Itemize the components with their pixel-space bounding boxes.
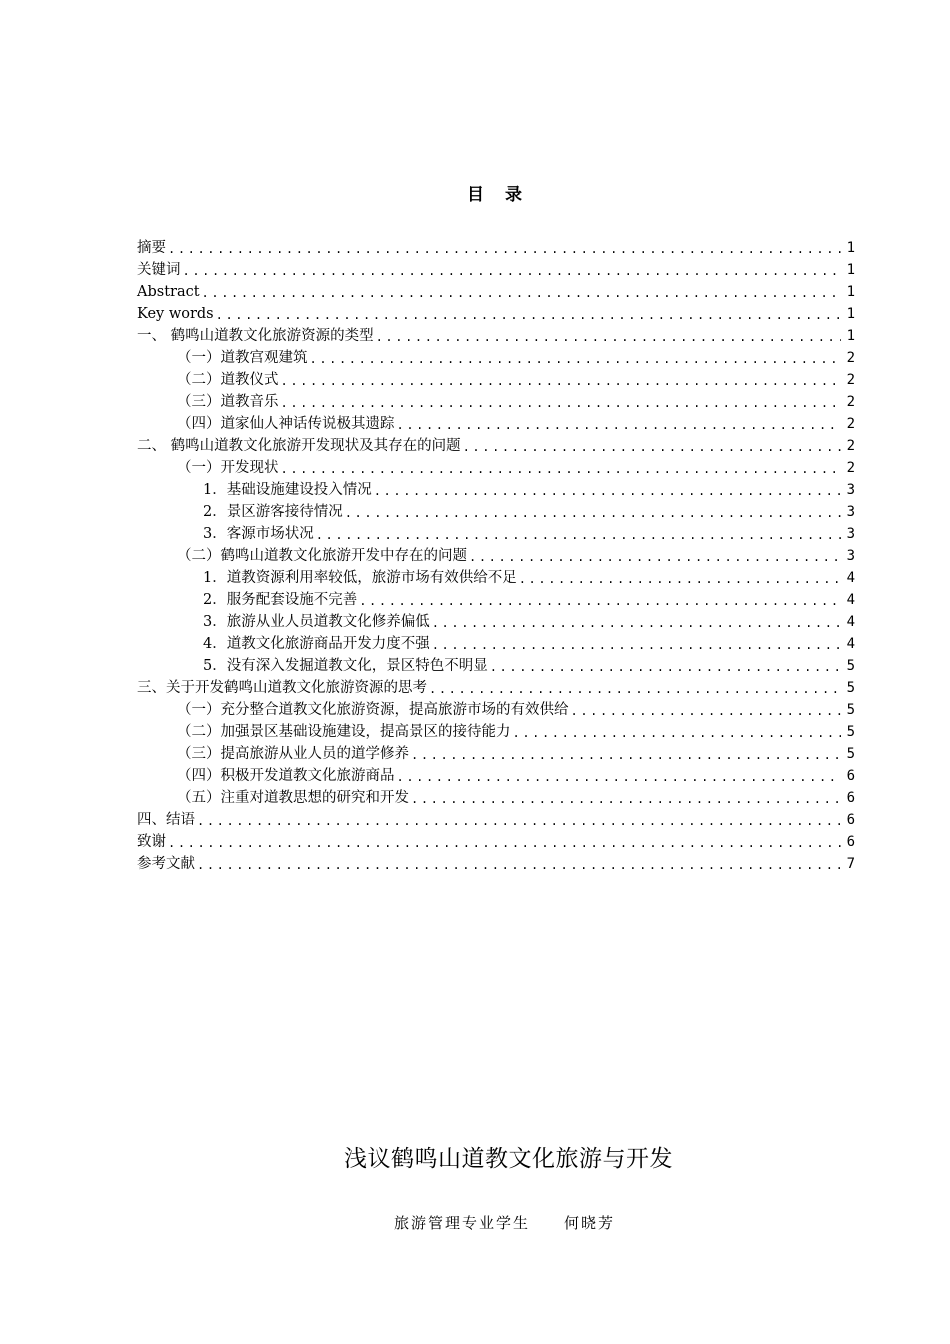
toc-entry[interactable]	[137, 369, 855, 391]
toc-entry[interactable]	[137, 699, 855, 721]
toc-entry-page: 2	[846, 438, 855, 454]
toc-entry-page: 1	[846, 306, 855, 322]
toc-entry[interactable]	[137, 589, 855, 611]
toc-entry[interactable]	[137, 611, 855, 633]
toc-leader-dots	[316, 525, 841, 545]
toc-entry-label: （三）提高旅游从业人员的道学修养	[177, 746, 409, 762]
toc-entry[interactable]	[137, 831, 855, 853]
toc-entry-page: 5	[846, 702, 855, 718]
toc-entry-label: 1．基础设施建设投入情况	[203, 482, 372, 498]
toc-entry-page: 5	[846, 724, 855, 740]
toc-entry-page: 7	[846, 856, 855, 872]
toc-entry-label: 3．客源市场状况	[203, 526, 314, 542]
toc-entry[interactable]	[137, 853, 855, 875]
toc-entry-label: 2．服务配套设施不完善	[203, 592, 358, 608]
toc-leader-dots	[202, 283, 841, 303]
toc-leader-dots	[397, 767, 842, 787]
toc-entry-page: 6	[846, 790, 855, 806]
toc-leader-dots	[374, 481, 841, 501]
toc-leader-dots	[519, 569, 841, 589]
toc-entry-label: 1．道教资源利用率较低，旅游市场有效供给不足	[203, 570, 517, 586]
toc-leader-dots	[432, 613, 841, 633]
toc-leader-dots	[345, 503, 841, 523]
toc-leader-dots	[490, 657, 841, 677]
toc-entry-page: 1	[846, 240, 855, 256]
toc-entry[interactable]	[137, 809, 855, 831]
toc-leader-dots	[197, 855, 841, 875]
paper-title: 浅议鹤鸣山道教文化旅游与开发	[344, 1146, 673, 1172]
toc-entry-page: 6	[846, 768, 855, 784]
toc-entry[interactable]	[137, 259, 855, 281]
toc-leader-dots	[397, 415, 842, 435]
toc-entry-label: （三）道教音乐	[177, 394, 279, 410]
toc-leader-dots	[513, 723, 842, 743]
toc-entry[interactable]	[137, 787, 855, 809]
toc-leader-dots	[571, 701, 842, 721]
toc-entry[interactable]	[137, 391, 855, 413]
toc-leader-dots	[281, 459, 842, 479]
toc-entry[interactable]	[137, 765, 855, 787]
toc-entry[interactable]	[137, 237, 855, 259]
toc-leader-dots	[183, 261, 842, 281]
toc-leader-dots	[469, 547, 841, 567]
toc-entry-label: （四）道家仙人神话传说极其遗踪	[177, 416, 395, 432]
toc-entry-label: 三、关于开发鹤鸣山道教文化旅游资源的思考	[137, 680, 427, 696]
toc-entry-page: 5	[846, 680, 855, 696]
toc-entry-label: （一）充分整合道教文化旅游资源，提高旅游市场的有效供给	[177, 702, 569, 718]
toc-entry-page: 4	[846, 614, 855, 630]
toc-entry-page: 2	[846, 416, 855, 432]
toc-entry-page: 3	[846, 548, 855, 564]
toc-leader-dots	[168, 833, 841, 853]
toc-entry-label: 5．没有深入发掘道教文化，景区特色不明显	[203, 658, 488, 674]
toc-entry-label: （四）积极开发道教文化旅游商品	[177, 768, 395, 784]
toc-leader-dots	[359, 591, 841, 611]
toc-entry-label: 一、 鹤鸣山道教文化旅游资源的类型	[137, 328, 374, 344]
toc-entry-label: 参考文献	[137, 856, 195, 872]
toc-entry-page: 3	[846, 526, 855, 542]
toc-entry[interactable]	[137, 479, 855, 501]
toc-entry-label: 关键词	[137, 262, 181, 278]
toc-entry-label: 摘要	[137, 240, 166, 256]
toc-entry-label: （五）注重对道教思想的研究和开发	[177, 790, 409, 806]
toc-entry[interactable]	[137, 721, 855, 743]
toc-entry-label: Key words	[137, 306, 214, 322]
toc-entry-page: 6	[846, 834, 855, 850]
toc-entry-label: 3．旅游从业人员道教文化修养偏低	[203, 614, 430, 630]
toc-leader-dots	[432, 635, 841, 655]
toc-entry[interactable]	[137, 457, 855, 479]
toc-leader-dots	[411, 789, 841, 809]
toc-entry[interactable]	[137, 501, 855, 523]
toc-entry-label: （一）道教宫观建筑	[177, 350, 308, 366]
toc-entry-page: 2	[846, 460, 855, 476]
toc-entry-page: 1	[846, 262, 855, 278]
toc-entry-label: 4．道教文化旅游商品开发力度不强	[203, 636, 430, 652]
toc-entry-label: 二、 鹤鸣山道教文化旅游开发现状及其存在的问题	[137, 438, 461, 454]
toc-entry-label: （二）加强景区基础设施建设，提高景区的接待能力	[177, 724, 511, 740]
toc-leader-dots	[310, 349, 842, 369]
toc-entry-label: （二）鹤鸣山道教文化旅游开发中存在的问题	[177, 548, 467, 564]
toc-entry[interactable]	[137, 347, 855, 369]
toc-entry-label: （二）道教仪式	[177, 372, 279, 388]
toc-entry[interactable]	[137, 633, 855, 655]
toc-entry-page: 2	[846, 372, 855, 388]
toc-entry[interactable]	[137, 743, 855, 765]
toc-entry-page: 5	[846, 658, 855, 674]
toc-leader-dots	[411, 745, 841, 765]
toc-heading-char-1: 目	[467, 185, 485, 205]
toc-leader-dots	[281, 371, 842, 391]
toc-entry-page: 5	[846, 746, 855, 762]
toc-entry-page: 3	[846, 504, 855, 520]
toc-entry[interactable]	[137, 567, 855, 589]
toc-entry-page: 4	[846, 570, 855, 586]
author-name: 何晓芳	[564, 1214, 616, 1232]
toc-entry[interactable]	[137, 655, 855, 677]
toc-entry-page: 6	[846, 812, 855, 828]
toc-entry-label: 致谢	[137, 834, 166, 850]
author-role: 旅游管理专业学生	[394, 1214, 531, 1232]
toc-leader-dots	[429, 679, 841, 699]
toc-entry[interactable]	[137, 677, 855, 699]
toc-entry[interactable]	[137, 523, 855, 545]
toc-entry[interactable]	[137, 281, 855, 303]
toc-leader-dots	[216, 305, 841, 325]
toc-leader-dots	[463, 437, 841, 457]
toc-entry-page: 1	[846, 328, 855, 344]
toc-entry-label: Abstract	[137, 284, 200, 300]
toc-entry-page: 4	[846, 636, 855, 652]
toc-heading-char-2: 录	[505, 185, 523, 205]
table-of-contents	[137, 237, 855, 875]
toc-entry[interactable]	[137, 545, 855, 567]
toc-entry-page: 2	[846, 350, 855, 366]
toc-leader-dots	[281, 393, 842, 413]
toc-entry-label: （一）开发现状	[177, 460, 279, 476]
toc-leader-dots	[376, 327, 841, 347]
toc-entry[interactable]	[137, 413, 855, 435]
toc-entry-page: 3	[846, 482, 855, 498]
toc-entry[interactable]	[137, 303, 855, 325]
toc-leader-dots	[197, 811, 841, 831]
toc-entry-page: 2	[846, 394, 855, 410]
toc-entry[interactable]	[137, 435, 855, 457]
toc-leader-dots	[168, 239, 841, 259]
author-line	[394, 1212, 615, 1233]
toc-entry[interactable]	[137, 325, 855, 347]
toc-heading	[0, 180, 950, 205]
toc-entry-label: 2．景区游客接待情况	[203, 504, 343, 520]
toc-entry-page: 1	[846, 284, 855, 300]
toc-entry-label: 四、结语	[137, 812, 195, 828]
toc-entry-page: 4	[846, 592, 855, 608]
